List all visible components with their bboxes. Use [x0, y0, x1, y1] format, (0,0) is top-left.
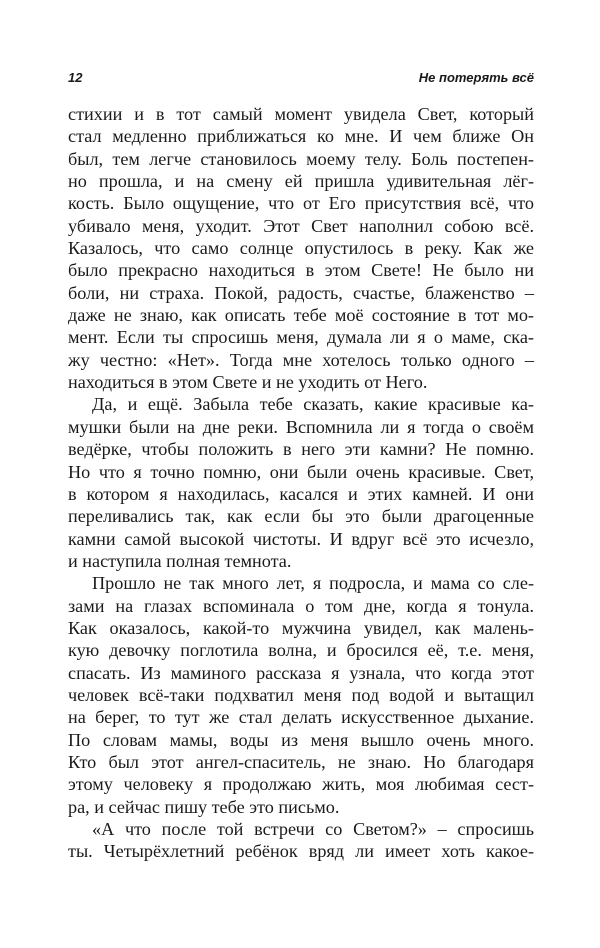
text-line: Да, и ещё. Забыла тебе сказать, какие красивые ка- [92, 394, 534, 415]
book-page [68, 0, 534, 948]
text-line: даже не знаю, как описать тебе моё состояние в тот мо- [68, 305, 534, 326]
paragraph [68, 103, 534, 393]
text-line: кую девочку поглотила волна, и бросился её, т.е. меня, [68, 640, 534, 661]
text-line: был, тем легче становилось моему телу. Боль постепен- [68, 148, 534, 169]
text-line: стихии и в тот самый момент увидела Свет, который [68, 104, 534, 124]
text-line: Кто был этот ангел-спаситель, не знаю. Но благодаря [68, 751, 534, 772]
page-number: 12 [68, 70, 83, 85]
paragraph [68, 393, 534, 572]
text-line: человек всё-таки подхватил меня под водой и вытащил [68, 684, 534, 705]
text-line: Как оказалось, какой-то мужчина увидел, как малень- [68, 617, 534, 638]
paragraph [68, 572, 534, 818]
text-line: находиться в этом Свете и не уходить от Него. [68, 372, 428, 393]
text-line: ты. Четырёхлетний ребёнок вряд ли имеет хоть какое- [68, 841, 534, 862]
text-line: убивало меня, уходит. Этот Свет наполнил собою всё. [68, 215, 534, 236]
running-title: Не потерять всё [418, 70, 534, 85]
text-line: Прошло не так много лет, я подросла, и мама со сле- [92, 573, 534, 594]
text-line: «А что после той встречи со Светом?» – спросишь [92, 819, 534, 839]
text-line: зами на глазах вспоминала о том дне, когда я тонула. [68, 595, 534, 616]
text-line: переливались так, как если бы это были драгоценные [68, 506, 534, 527]
text-line: По словам мамы, воды из меня вышло очень много. [68, 729, 534, 750]
paragraph [68, 818, 534, 863]
text-line: спасать. Из маминого рассказа я узнала, что когда этот [68, 662, 534, 683]
text-line: Но что я точно помню, они были очень красивые. Свет, [68, 461, 534, 482]
text-line: в котором я находилась, касался и этих камней. И они [68, 483, 534, 504]
text-line: мушки были на дне реки. Вспомнила ли я тогда о своём [68, 416, 534, 437]
text-line: этому человеку я продолжаю жить, моя любимая сест- [68, 774, 534, 795]
text-line: стал медленно приближаться ко мне. И чем ближе Он [68, 126, 534, 147]
body-text [68, 103, 534, 863]
text-line: Казалось, что само солнце опустилось в реку. Как же [68, 238, 534, 259]
text-line: боли, ни страха. Покой, радость, счастье, блаженство – [68, 282, 534, 303]
text-line: мент. Если ты спросишь меня, думала ли я о маме, ска- [68, 327, 534, 348]
text-line: ра, и сейчас пишу тебе это письмо. [68, 796, 340, 817]
text-line: и наступила полная темнота. [68, 550, 292, 571]
text-line: кость. Было ощущение, что от Его присутствия всё, что [68, 193, 534, 214]
text-line: было прекрасно находиться в этом Свете! Не было ни [68, 260, 534, 281]
text-line: но прошла, и на смену ей пришла удивительная лёг- [68, 171, 534, 192]
text-line: на берег, то тут же стал делать искусственное дыхание. [68, 707, 534, 728]
text-line: камни самой высокой чистоты. И вдруг всё это исчезло, [68, 528, 534, 549]
text-line: жу честно: «Нет». Тогда мне хотелось только одного – [68, 349, 534, 370]
page-header [68, 70, 534, 90]
text-line: ведёрке, чтобы положить в него эти камни? Не помню. [68, 439, 534, 460]
